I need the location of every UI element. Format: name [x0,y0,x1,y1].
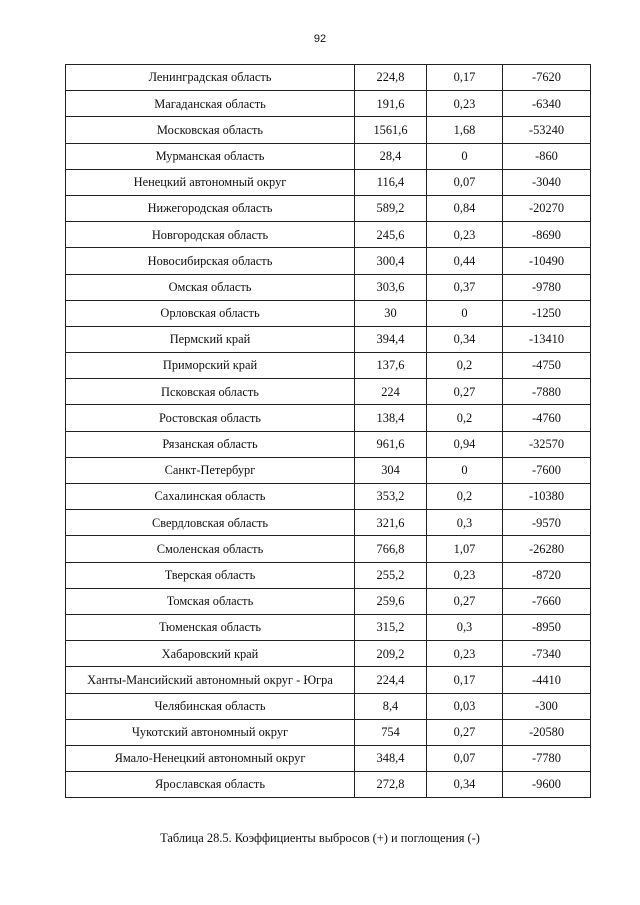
value-cell: 1561,6 [355,117,427,143]
emission-cell: -4410 [503,667,591,693]
emission-cell: -4760 [503,405,591,431]
coefficient-cell: 0,23 [427,562,503,588]
table-row [66,117,591,143]
table-row [66,693,591,719]
table-row [66,614,591,640]
coefficients-table [65,64,591,798]
region-name-cell: Ханты-Мансийский автономный округ - Югра [66,667,355,693]
table-row [66,379,591,405]
value-cell: 116,4 [355,169,427,195]
table-row [66,431,591,457]
emission-cell: -26280 [503,536,591,562]
emission-cell: -3040 [503,169,591,195]
value-cell: 224,8 [355,65,427,91]
table-row [66,222,591,248]
coefficient-cell: 0,44 [427,248,503,274]
emission-cell: -1250 [503,300,591,326]
table-caption: Таблица 28.5. Коэффициенты выбросов (+) и поглощения (-) [160,831,480,845]
region-name-cell: Сахалинская область [66,484,355,510]
value-cell: 766,8 [355,536,427,562]
table-row [66,405,591,431]
coefficient-cell: 0,37 [427,274,503,300]
coefficient-cell: 0,3 [427,510,503,536]
page-number: 92 [313,33,327,45]
region-name-cell: Псковская область [66,379,355,405]
region-name-cell: Новосибирская область [66,248,355,274]
region-name-cell: Томская область [66,588,355,614]
coefficient-cell: 0,07 [427,745,503,771]
value-cell: 259,6 [355,588,427,614]
coefficient-cell: 0 [427,457,503,483]
region-name-cell: Ярославская область [66,772,355,798]
region-name-cell: Ленинградская область [66,65,355,91]
region-name-cell: Ростовская область [66,405,355,431]
emission-cell: -20270 [503,195,591,221]
region-name-cell: Смоленская область [66,536,355,562]
value-cell: 245,6 [355,222,427,248]
emission-cell: -20580 [503,719,591,745]
region-name-cell: Тверская область [66,562,355,588]
region-name-cell: Московская область [66,117,355,143]
value-cell: 754 [355,719,427,745]
emission-cell: -8950 [503,614,591,640]
region-name-cell: Тюменская область [66,614,355,640]
emission-cell: -9600 [503,772,591,798]
value-cell: 961,6 [355,431,427,457]
table-row [66,195,591,221]
value-cell: 315,2 [355,614,427,640]
region-name-cell: Хабаровский край [66,641,355,667]
coefficient-cell: 0,03 [427,693,503,719]
value-cell: 224,4 [355,667,427,693]
value-cell: 353,2 [355,484,427,510]
value-cell: 30 [355,300,427,326]
coefficient-cell: 1,07 [427,536,503,562]
emission-cell: -7660 [503,588,591,614]
table-row [66,143,591,169]
coefficient-cell: 0 [427,143,503,169]
table-row [66,65,591,91]
value-cell: 321,6 [355,510,427,536]
region-name-cell: Магаданская область [66,91,355,117]
value-cell: 255,2 [355,562,427,588]
region-name-cell: Пермский край [66,326,355,352]
coefficient-cell: 0,2 [427,484,503,510]
table-row [66,745,591,771]
coefficient-cell: 0,23 [427,91,503,117]
value-cell: 394,4 [355,326,427,352]
coefficient-cell: 0,17 [427,667,503,693]
emission-cell: -300 [503,693,591,719]
region-name-cell: Чукотский автономный округ [66,719,355,745]
value-cell: 304 [355,457,427,483]
table-row [66,667,591,693]
emission-cell: -7600 [503,457,591,483]
coefficient-cell: 0,23 [427,222,503,248]
emission-cell: -10490 [503,248,591,274]
value-cell: 8,4 [355,693,427,719]
coefficient-cell: 0,2 [427,353,503,379]
table-row [66,772,591,798]
table-row [66,91,591,117]
region-name-cell: Омская область [66,274,355,300]
value-cell: 137,6 [355,353,427,379]
emission-cell: -10380 [503,484,591,510]
value-cell: 589,2 [355,195,427,221]
table-row [66,274,591,300]
region-name-cell: Санкт-Петербург [66,457,355,483]
coefficient-cell: 0,34 [427,772,503,798]
table-row [66,457,591,483]
value-cell: 348,4 [355,745,427,771]
value-cell: 272,8 [355,772,427,798]
region-name-cell: Орловская область [66,300,355,326]
table-row [66,536,591,562]
coefficient-cell: 0,2 [427,405,503,431]
coefficient-cell: 0,84 [427,195,503,221]
table-row [66,353,591,379]
table-row [66,641,591,667]
region-name-cell: Рязанская область [66,431,355,457]
emission-cell: -7780 [503,745,591,771]
coefficient-cell: 0 [427,300,503,326]
value-cell: 138,4 [355,405,427,431]
region-name-cell: Новгородская область [66,222,355,248]
table-row [66,719,591,745]
region-name-cell: Мурманская область [66,143,355,169]
value-cell: 300,4 [355,248,427,274]
region-name-cell: Нижегородская область [66,195,355,221]
value-cell: 28,4 [355,143,427,169]
emission-cell: -9570 [503,510,591,536]
value-cell: 303,6 [355,274,427,300]
coefficient-cell: 1,68 [427,117,503,143]
region-name-cell: Ненецкий автономный округ [66,169,355,195]
emission-cell: -7620 [503,65,591,91]
region-name-cell: Приморский край [66,353,355,379]
table-row [66,484,591,510]
emission-cell: -8690 [503,222,591,248]
table-row [66,326,591,352]
table-row [66,248,591,274]
emission-cell: -7340 [503,641,591,667]
emission-cell: -8720 [503,562,591,588]
emission-cell: -9780 [503,274,591,300]
coefficient-cell: 0,3 [427,614,503,640]
region-name-cell: Челябинская область [66,693,355,719]
table-row [66,169,591,195]
emission-cell: -860 [503,143,591,169]
emission-cell: -7880 [503,379,591,405]
emission-cell: -4750 [503,353,591,379]
region-name-cell: Свердловская область [66,510,355,536]
emission-cell: -6340 [503,91,591,117]
value-cell: 224 [355,379,427,405]
table-row [66,510,591,536]
table-row [66,300,591,326]
value-cell: 191,6 [355,91,427,117]
region-name-cell: Ямало-Ненецкий автономный округ [66,745,355,771]
coefficient-cell: 0,94 [427,431,503,457]
coefficient-cell: 0,27 [427,379,503,405]
table-row [66,562,591,588]
table-body [66,65,591,798]
table-row [66,588,591,614]
emission-cell: -32570 [503,431,591,457]
coefficient-cell: 0,07 [427,169,503,195]
emission-cell: -13410 [503,326,591,352]
coefficient-cell: 0,23 [427,641,503,667]
coefficient-cell: 0,34 [427,326,503,352]
value-cell: 209,2 [355,641,427,667]
emission-cell: -53240 [503,117,591,143]
coefficient-cell: 0,27 [427,588,503,614]
coefficient-cell: 0,17 [427,65,503,91]
coefficient-cell: 0,27 [427,719,503,745]
